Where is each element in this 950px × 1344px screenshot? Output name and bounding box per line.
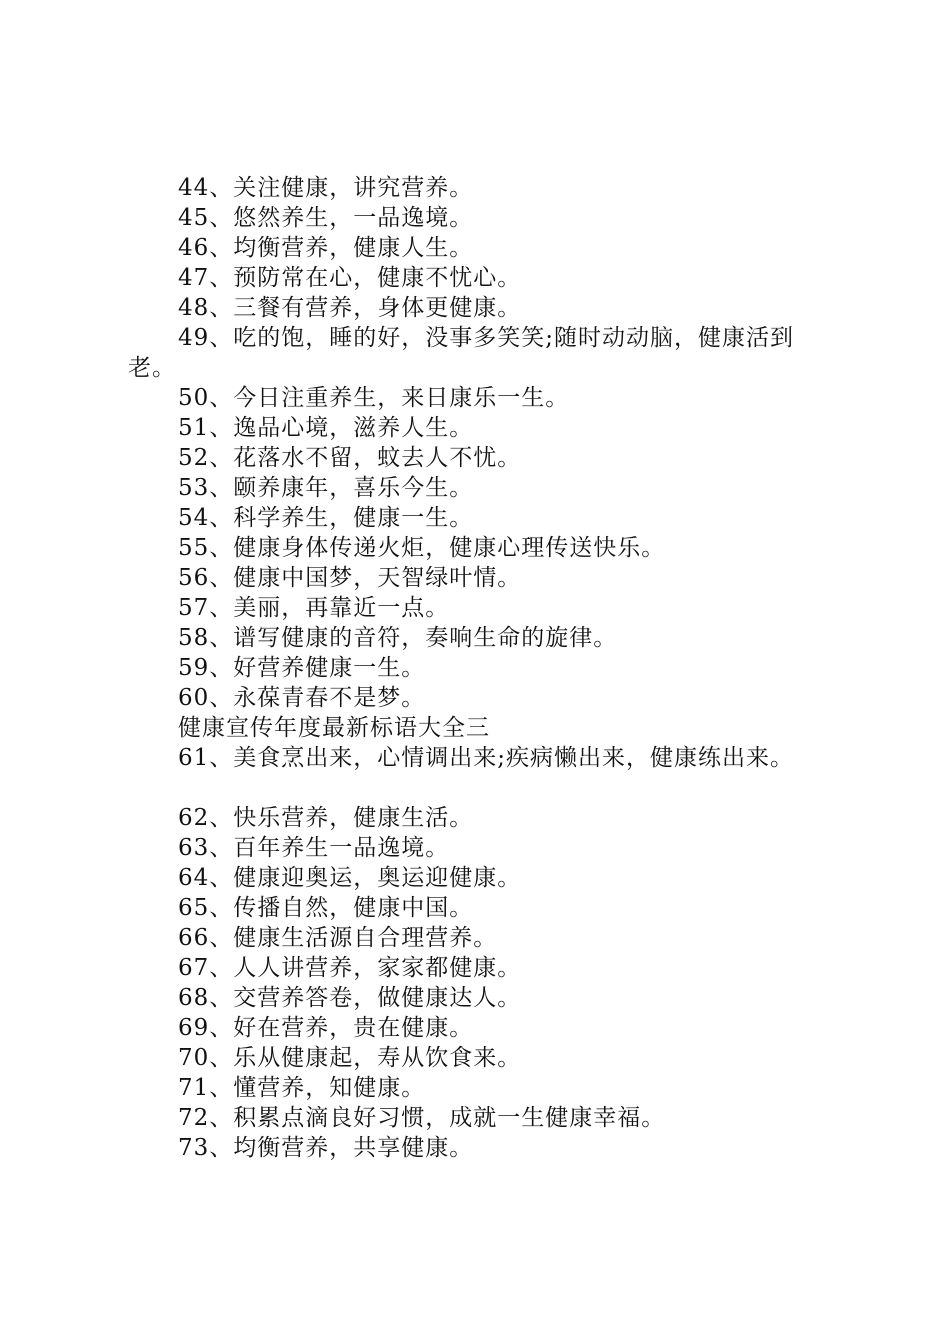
slogan-69: 69、好在营养，贵在健康。 [178, 1015, 474, 1041]
slogan-47: 47、预防常在心，健康不忧心。 [178, 265, 522, 291]
slogan-58: 58、谱写健康的音符，奏响生命的旋律。 [178, 625, 618, 651]
slogan-73: 73、均衡营养，共享健康。 [178, 1135, 474, 1161]
document-body [128, 173, 838, 1163]
slogan-55: 55、健康身体传递火炬，健康心理传送快乐。 [178, 535, 666, 561]
section-heading: 健康宣传年度最新标语大全三 [178, 715, 490, 741]
slogan-68: 68、交营养答卷，做健康达人。 [178, 985, 522, 1011]
slogan-64: 64、健康迎奥运，奥运迎健康。 [178, 865, 522, 891]
slogan-60: 60、永葆青春不是梦。 [178, 685, 426, 711]
slogan-71: 71、懂营养，知健康。 [178, 1075, 426, 1101]
slogan-45: 45、悠然养生，一品逸境。 [178, 205, 474, 231]
slogan-57: 57、美丽，再靠近一点。 [178, 595, 450, 621]
slogan-51: 51、逸品心境，滋养人生。 [178, 415, 474, 441]
slogan-59: 59、好营养健康一生。 [178, 655, 426, 681]
blank-line [128, 773, 838, 803]
slogan-72: 72、积累点滴良好习惯，成就一生健康幸福。 [178, 1105, 666, 1131]
slogan-49-continuation: 老。 [128, 355, 176, 381]
slogan-53: 53、颐养康年，喜乐今生。 [178, 475, 474, 501]
slogan-70: 70、乐从健康起，寿从饮食来。 [178, 1045, 522, 1071]
slogan-44: 44、关注健康，讲究营养。 [178, 175, 474, 201]
slogan-48: 48、三餐有营养，身体更健康。 [178, 295, 522, 321]
slogan-61: 61、美食烹出来，心情调出来;疾病懒出来，健康练出来。 [178, 745, 795, 771]
slogan-46: 46、均衡营养，健康人生。 [178, 235, 474, 261]
slogan-56: 56、健康中国梦，天智绿叶情。 [178, 565, 522, 591]
slogan-66: 66、健康生活源自合理营养。 [178, 925, 498, 951]
slogan-49: 49、吃的饱，睡的好，没事多笑笑;随时动动脑，健康活到 [178, 325, 795, 351]
slogan-65: 65、传播自然，健康中国。 [178, 895, 474, 921]
slogan-54: 54、科学养生，健康一生。 [178, 505, 474, 531]
slogan-67: 67、人人讲营养，家家都健康。 [178, 955, 522, 981]
slogan-50: 50、今日注重养生，来日康乐一生。 [178, 385, 570, 411]
slogan-62: 62、快乐营养，健康生活。 [178, 805, 474, 831]
slogan-63: 63、百年养生一品逸境。 [178, 835, 450, 861]
slogan-52: 52、花落水不留，蚊去人不忧。 [178, 445, 522, 471]
